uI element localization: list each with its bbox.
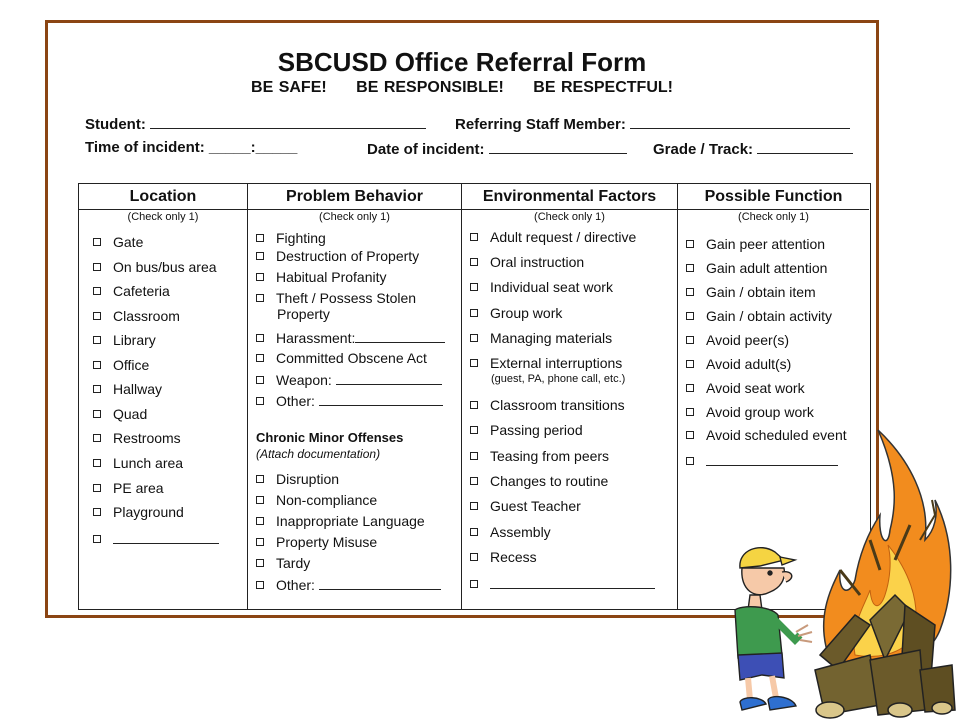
option-label: Destruction of Property [276,248,420,264]
student-line[interactable] [150,114,426,129]
option-label: Inappropriate Language [276,513,425,529]
option-label: Passing period [490,422,583,438]
chronic-option[interactable] [256,471,339,487]
option-label: Guest Teacher [490,498,581,514]
function-option[interactable] [686,332,789,348]
function-option[interactable] [686,236,825,252]
motto-responsible: BE RESPONSIBLE! [356,79,504,96]
option-label: Teasing from peers [490,448,610,464]
function-option[interactable] [686,284,816,300]
checkbox-icon[interactable] [470,334,478,342]
option-label: Tardy [276,555,311,571]
checkbox-icon[interactable] [93,263,101,271]
checkbox-icon[interactable] [470,426,478,434]
location-header: Location [79,184,247,210]
chronic-offenses-note: (Attach documentation) [256,447,381,461]
environment-option[interactable] [470,397,625,413]
location-option[interactable] [93,332,156,348]
option-label: Managing materials [490,330,613,346]
checkbox-icon[interactable] [256,234,264,242]
behavior-option[interactable] [256,230,326,246]
environment-option[interactable] [470,254,584,270]
chronic-option[interactable] [256,555,310,571]
checkbox-icon[interactable] [93,434,101,442]
campfire-kid-illustration [720,420,960,720]
option-label: Avoid seat work [706,380,805,396]
checkbox-icon[interactable] [256,334,264,342]
date-label: Date of incident: [367,141,485,158]
option-label: Gain / obtain activity [706,308,833,324]
blank-line[interactable] [319,392,443,406]
chronic-option[interactable] [256,576,441,593]
behavior-option[interactable] [256,248,419,264]
checkbox-icon[interactable] [686,408,694,416]
motto-safe: BE SAFE! [251,79,327,96]
checkbox-icon[interactable] [470,359,478,367]
behavior-option[interactable] [256,290,416,322]
checkbox-icon[interactable] [686,240,694,248]
blank-line[interactable] [319,576,441,590]
form-title: SBCUSD Office Referral Form [277,47,647,77]
location-option[interactable] [93,234,143,250]
checkbox-icon[interactable] [93,385,101,393]
option-label: Changes to routine [490,473,609,489]
option-label: Property Misuse [276,534,378,550]
option-label: Committed Obscene Act [276,350,427,366]
option-label: Avoid scheduled event [706,427,847,443]
form-motto [48,79,876,97]
checkbox-icon[interactable] [256,559,264,567]
option-label: Cafeteria [113,283,170,299]
checkbox-icon[interactable] [686,336,694,344]
checkbox-icon[interactable] [470,528,478,536]
function-option[interactable] [686,308,832,324]
student-field[interactable] [85,114,426,133]
option-label: Library [113,332,156,348]
option-label: Oral instruction [490,254,585,270]
checkbox-icon[interactable] [470,452,478,460]
option-label: Restrooms [113,430,181,446]
checkbox-icon[interactable] [470,283,478,291]
environment-option[interactable] [470,498,581,514]
blank-line[interactable] [490,575,655,589]
environment-option[interactable] [470,473,608,489]
location-check-note: (Check only 1) [127,211,199,223]
grade-field[interactable] [653,139,853,158]
location-option[interactable] [93,259,217,275]
staff-label: Referring Staff Member: [455,116,626,133]
checkbox-icon[interactable] [470,553,478,561]
staff-line[interactable] [630,114,850,129]
option-label: Avoid group work [706,404,814,420]
checkbox-icon[interactable] [470,477,478,485]
checkbox-icon[interactable] [470,309,478,317]
environment-check-note: (Check only 1) [534,211,605,223]
option-label: Hallway [113,381,163,397]
environment-option[interactable] [470,355,625,387]
checkbox-icon[interactable] [256,294,264,302]
option-label: Non-compliance [276,492,378,508]
environment-option[interactable] [470,524,551,540]
location-option[interactable] [93,430,181,446]
option-label: Gain / obtain item [706,284,816,300]
blank-line[interactable] [113,530,219,544]
date-line[interactable] [489,139,627,154]
time-field[interactable] [85,139,297,156]
option-label: Individual seat work [490,279,613,295]
function-option[interactable] [686,260,827,276]
option-label: Lunch area [113,455,184,471]
option-label-cont: Property [277,306,330,322]
option-label: PE area [113,480,164,496]
location-option[interactable] [93,406,147,422]
location-option[interactable] [93,381,162,397]
checkbox-icon[interactable] [686,360,694,368]
checkbox-icon[interactable] [93,361,101,369]
location-option[interactable] [93,308,180,324]
option-label: Gain peer attention [706,236,826,252]
checkbox-icon[interactable] [256,538,264,546]
function-header: Possible Function [678,184,869,210]
option-label: Other: [276,577,315,593]
option-label: Disruption [276,471,340,487]
checkbox-icon[interactable] [686,384,694,392]
environment-option[interactable] [470,305,562,321]
behavior-header: Problem Behavior [248,184,461,210]
time-label: Time of incident: _____:_____ [85,139,298,156]
option-label: Classroom [113,308,180,324]
blank-line[interactable] [355,329,445,343]
option-label: Habitual Profanity [276,269,387,285]
checkbox-icon[interactable] [93,459,101,467]
option-label: Quad [113,406,148,422]
location-option-other[interactable] [93,530,219,547]
checkbox-icon[interactable] [686,288,694,296]
option-label: Fighting [276,230,326,246]
option-sub-label: (guest, PA, phone call, etc.) [491,373,626,385]
location-option[interactable] [93,283,170,299]
location-column [79,184,248,609]
option-label: Avoid peer(s) [706,332,790,348]
grade-label: Grade / Track: [653,141,754,158]
checkbox-icon[interactable] [256,376,264,384]
checkbox-icon[interactable] [93,484,101,492]
environment-option[interactable] [470,422,583,438]
option-label: Harassment: [276,330,356,346]
environment-option[interactable] [470,279,613,295]
option-label: External interruptions [490,355,623,371]
checkbox-icon[interactable] [256,496,264,504]
option-label: Weapon: [276,372,332,388]
option-label: Classroom transitions [490,397,625,413]
checkbox-icon[interactable] [93,336,101,344]
function-option[interactable] [686,380,805,396]
function-option[interactable] [686,356,791,372]
date-field[interactable] [367,139,627,158]
checkbox-icon[interactable] [256,273,264,281]
staff-field[interactable] [455,114,850,133]
behavior-column [248,184,462,609]
checkbox-icon[interactable] [470,502,478,510]
chronic-option[interactable] [256,534,377,550]
option-label: Adult request / directive [490,229,637,245]
behavior-option[interactable] [256,350,427,366]
behavior-check-note: (Check only 1) [319,211,390,223]
checkbox-icon[interactable] [93,535,101,543]
checkbox-icon[interactable] [256,252,264,260]
environment-header: Environmental Factors [462,184,677,210]
checkbox-icon[interactable] [470,233,478,241]
behavior-option[interactable] [256,371,442,388]
checkbox-icon[interactable] [686,264,694,272]
option-label: Other: [276,393,315,409]
checkbox-icon[interactable] [686,431,694,439]
location-option[interactable] [93,357,149,373]
location-option[interactable] [93,455,183,471]
option-label: Group work [490,305,563,321]
student-label: Student: [85,116,146,133]
option-label: Assembly [490,524,551,540]
checkbox-icon[interactable] [686,457,694,465]
checkbox-icon[interactable] [93,238,101,246]
blank-line[interactable] [336,371,442,385]
location-option[interactable] [93,480,164,496]
checkbox-icon[interactable] [470,258,478,266]
kid-icon [735,548,812,710]
checkbox-icon[interactable] [93,287,101,295]
function-option[interactable] [686,404,814,420]
checkbox-icon[interactable] [686,312,694,320]
behavior-option[interactable] [256,329,445,346]
option-label: On bus/bus area [113,259,217,275]
behavior-option[interactable] [256,269,387,285]
checkbox-icon[interactable] [93,312,101,320]
checkbox-icon[interactable] [256,397,264,405]
motto-respectful: BE RESPECTFUL! [533,79,673,96]
chronic-offenses-heading: Chronic Minor Offenses [256,430,404,445]
checkbox-icon[interactable] [93,508,101,516]
chronic-option[interactable] [256,513,425,529]
option-label: Avoid adult(s) [706,356,792,372]
environment-option[interactable] [470,330,612,346]
checkbox-icon[interactable] [256,581,264,589]
checkbox-icon[interactable] [256,475,264,483]
environment-option[interactable] [470,229,636,245]
option-label: Recess [490,549,537,565]
grade-line[interactable] [757,139,853,154]
environment-option[interactable] [470,448,609,464]
function-check-note: (Check only 1) [738,211,809,223]
option-label: Playground [113,504,184,520]
environment-option-other[interactable] [470,575,655,592]
environment-column [462,184,678,609]
environment-option[interactable] [470,549,537,565]
chronic-option[interactable] [256,492,377,508]
option-label: Gain adult attention [706,260,828,276]
option-label: Theft / Possess Stolen [276,290,417,306]
option-label: Office [113,357,150,373]
checkbox-icon[interactable] [256,354,264,362]
behavior-option[interactable] [256,392,443,409]
checkbox-icon[interactable] [470,580,478,588]
checkbox-icon[interactable] [256,517,264,525]
option-label: Gate [113,234,144,250]
location-option[interactable] [93,504,184,520]
checkbox-icon[interactable] [93,410,101,418]
checkbox-icon[interactable] [470,401,478,409]
